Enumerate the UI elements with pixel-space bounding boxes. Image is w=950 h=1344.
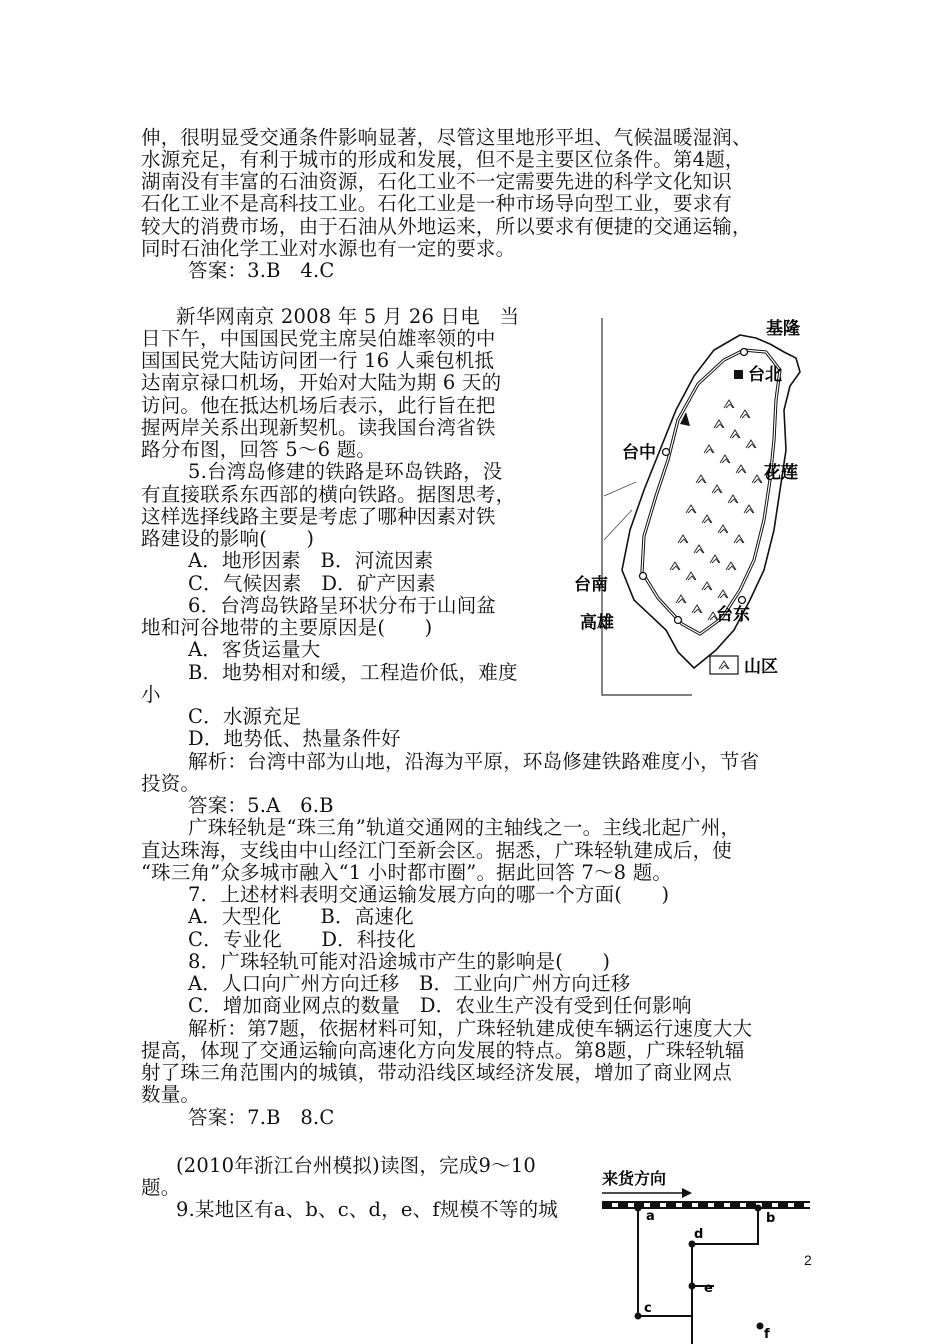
text-line: 访问。他在抵达机场后表示，此行旨在把 [141, 394, 496, 417]
text-line: 伸，很明显受交通条件影响显著，尽管这里地形平坦、气候温暖湿润、 [141, 126, 752, 149]
option-line: C．专业化 D．科技化 [188, 928, 416, 951]
node-c: c [644, 1301, 652, 1316]
label-keelung: 基隆 [766, 319, 800, 339]
arrow-label: 来货方向 [602, 1169, 667, 1188]
analysis-line: 射了珠三角范围内的城镇，带动沿线区域经济发展，增加了商业网点 [141, 1061, 733, 1084]
text-line: 路分布图，回答 5～6 题。 [141, 438, 377, 461]
node-f: f [764, 1327, 770, 1342]
node-a: a [646, 1209, 655, 1224]
node-d: d [694, 1227, 704, 1242]
transport-diagram [594, 1166, 816, 1344]
text-line: 握两岸关系出现新契机。读我国台湾省铁 [141, 416, 496, 439]
mountain-icons [670, 400, 762, 620]
legend-swatch [710, 656, 738, 674]
analysis-line: 解析：台湾中部为山地，沿海为平原，环岛修建铁路难度小，节省 [188, 750, 760, 773]
text-line: 较大的消费市场，由于石油从外地运来，所以要求有便捷的交通运输， [141, 215, 752, 238]
analysis-line: 提高，体现了交通运输向高速化方向发展的特点。第8题，广珠轻轨辐 [141, 1039, 745, 1062]
analysis-line: 投资。 [141, 772, 201, 795]
page-number: 2 [804, 1252, 812, 1268]
text-line: 水源充足，有利于城市的形成和发展，但不是主要区位条件。第4题， [141, 148, 745, 171]
text-line: 这样选择线路主要是考虑了哪种因素对铁 [141, 505, 496, 528]
question-8: 8．广珠轻轨可能对沿途城市产生的影响是( ) [188, 950, 611, 973]
label-hualien: 花莲 [764, 463, 798, 483]
taitung-marker [739, 597, 746, 604]
node-e: e [704, 1281, 713, 1296]
option-line: C．水源充足 [188, 705, 302, 728]
analysis-line: 数量。 [141, 1083, 201, 1106]
option-line: A．人口向广州方向迁移 B．工业向广州方向迁移 [188, 972, 631, 995]
analysis-line: 解析：第7题，依据材料可知，广珠轻轨建成使车辆运行速度大大 [188, 1017, 753, 1040]
node-b: b [766, 1211, 776, 1226]
text-line: 石化工业不是高科技工业。石化工业是一种市场导向型工业，要求有 [141, 192, 733, 215]
text-line: 直达珠海，支线由中山经江门至新会区。据悉，广珠轻轨建成后，使 [141, 839, 733, 862]
option-line: C．增加商业网点的数量 D．农业生产没有受到任何影响 [188, 994, 692, 1017]
answer-line: 答案：7.B 8.C [188, 1106, 335, 1129]
legend-label: 山区 [744, 657, 778, 677]
option-line: 小 [141, 683, 161, 706]
answer-line: 答案：3.B 4.C [188, 259, 335, 282]
text-line: (2010年浙江台州模拟)读图，完成9～10 [176, 1154, 536, 1177]
text-line: 新华网南京 2008 年 5 月 26 日电 当 [176, 305, 520, 328]
label-kaohsiung: 高雄 [580, 613, 614, 633]
option-line: D．地势低、热量条件好 [188, 727, 401, 750]
label-taichung: 台中 [622, 443, 656, 463]
option-line: C．气候因素 D．矿产因素 [188, 572, 436, 595]
answer-line: 答案：5.A 6.B [188, 794, 334, 817]
text-line: 国国民党大陆访问团一行 16 人乘包机抵 [141, 349, 495, 372]
railway-line [642, 350, 780, 634]
text-line: 题。 [141, 1176, 181, 1199]
text-line: 有直接联系东西部的横向铁路。据图思考， [141, 483, 516, 506]
tainan-marker [640, 573, 647, 580]
text-line: 同时石油化学工业对水源也有一定的要求。 [141, 237, 516, 260]
option-line: A．大型化 B．高速化 [188, 905, 414, 928]
text-line: 日下午，中国国民党主席吴伯雄率领的中 [141, 327, 496, 350]
option-line: B．地势相对和缓，工程造价低，难度 [188, 661, 518, 684]
text-line: “珠三角”众多城市融入“1 小时都市圈”。据此回答 7～8 题。 [141, 861, 673, 884]
question-9: 9.某地区有a、b、c、d，e、f规模不等的城 [176, 1198, 558, 1221]
text-line: 地和河谷地带的主要原因是( ) [141, 616, 433, 639]
text-line: 广珠轻轨是“珠三角”轨道交通网的主轴线之一。主线北起广州， [188, 816, 741, 839]
taiwan-railway-map [574, 300, 814, 700]
question-6: 6．台湾岛铁路呈环状分布于山间盆 [188, 594, 497, 617]
text-line: 路建设的影响( ) [141, 527, 315, 550]
taipei-marker [734, 370, 743, 379]
keelung-marker [741, 349, 748, 356]
option-line: A．客货运量大 [188, 638, 321, 661]
kaohsiung-marker [675, 617, 682, 624]
question-5: 5.台湾岛修建的铁路是环岛铁路，没 [188, 460, 503, 483]
label-taitung: 台东 [716, 605, 750, 625]
question-7: 7．上述材料表明交通运输发展方向的哪一个方面( ) [188, 883, 670, 906]
taichung-marker [663, 449, 670, 456]
arrow-head-icon [682, 1188, 692, 1198]
text-line: 达南京禄口机场，开始对大陆为期 6 天的 [141, 371, 502, 394]
label-taipei: 台北 [748, 365, 782, 385]
label-tainan: 台南 [574, 575, 608, 595]
text-line: 湖南没有丰富的石油资源，石化工业不一定需要先进的科学文化知识 [141, 170, 733, 193]
option-line: A．地形因素 B．河流因素 [188, 549, 434, 572]
